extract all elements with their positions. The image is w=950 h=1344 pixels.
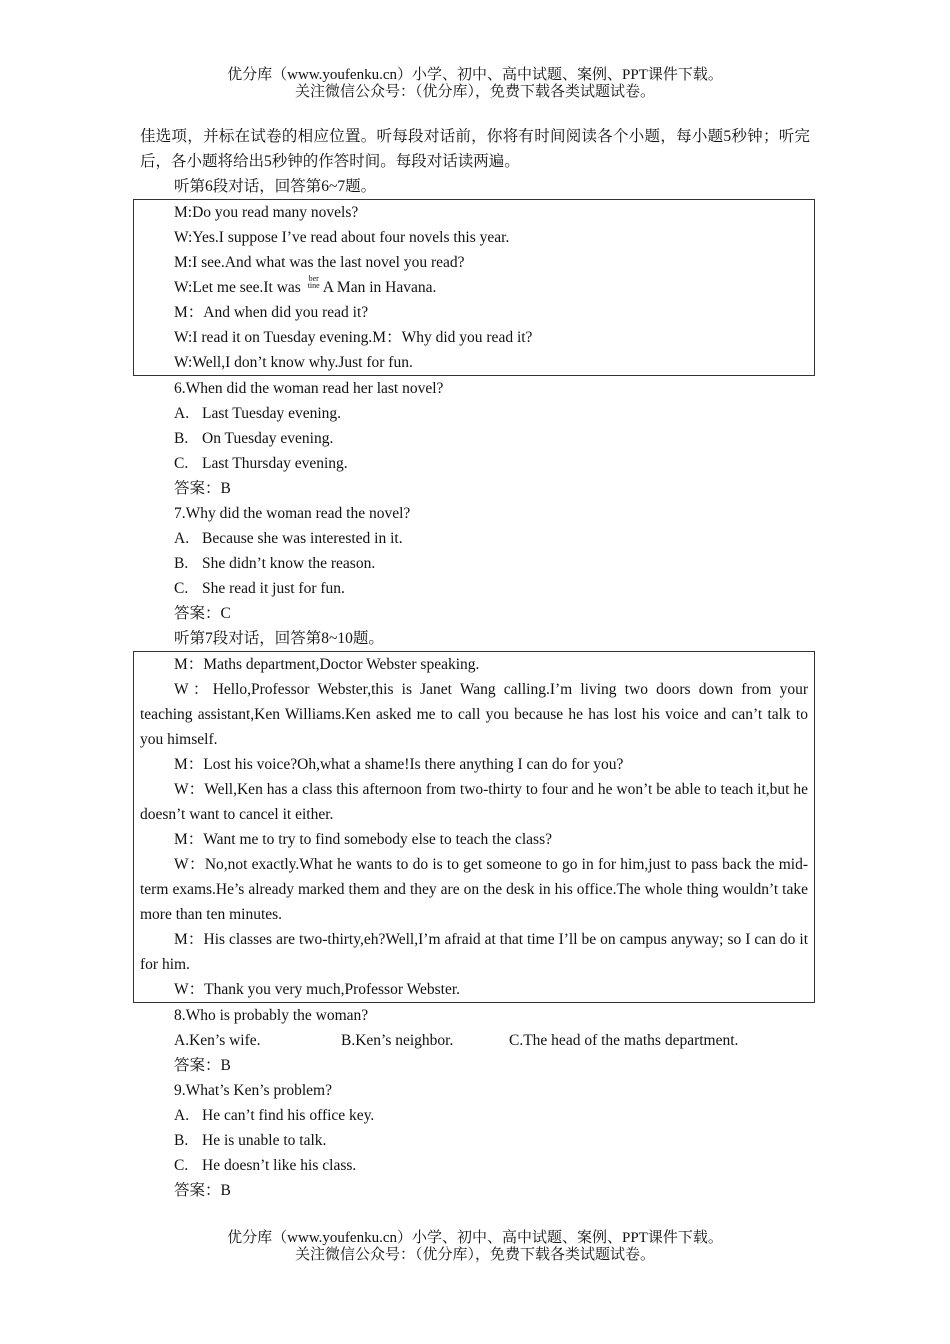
option-text: Last Thursday evening. (202, 455, 348, 472)
dialogue-box-7 (133, 651, 815, 1003)
answer-6: 答案：B (174, 480, 231, 497)
question-8: 8.Who is probably the woman? (174, 1007, 369, 1024)
option-a (140, 401, 810, 426)
option-a (140, 526, 810, 551)
question-6: 6.When did the woman read her last novel? (174, 380, 444, 397)
footer-line-2: 关注微信公众号：（优分库），免费下载各类试题试卷。 (294, 1247, 655, 1263)
option-text: On Tuesday evening. (202, 430, 334, 447)
option-a (140, 1103, 810, 1128)
dialogue-line: W：Thank you very much,Professor Webster. (174, 981, 461, 998)
option-b (140, 1128, 810, 1153)
dialogue-line: M:I see.And what was the last novel you read? (174, 254, 465, 271)
option-letter: C. (174, 580, 189, 597)
dialogue-line: M：Maths department,Doctor Webster speaking. (174, 656, 480, 673)
novel-title: A Man in Havana. (322, 279, 437, 296)
garbled-top: ber (308, 274, 319, 283)
option-letter: A. (174, 405, 190, 422)
option-letter: A. (174, 1107, 190, 1124)
dialogue-line: M：And when did you read it? (174, 304, 369, 321)
header-line-1: 优分库（www.youfenku.cn）小学、初中、高中试题、案例、PPT课件下载。 (227, 67, 723, 83)
answer-7: 答案：C (174, 605, 231, 622)
section-6-title: 听第6段对话，回答第6~7题。 (174, 178, 377, 195)
option-letter: A. (174, 530, 190, 547)
option-text: Because she was interested in it. (202, 530, 403, 547)
dialogue-line: M:Do you read many novels? (174, 204, 359, 221)
option-c (140, 1153, 810, 1178)
option-c (140, 576, 810, 601)
option-text: She read it just for fun. (202, 580, 345, 597)
option-letter: B. (174, 1132, 189, 1149)
document-body (140, 124, 810, 1203)
option-b: B.Ken’s neighbor. (341, 1032, 454, 1049)
instructions-paragraph: 佳选项，并标在试卷的相应位置。听每段对话前，你将有时间阅读各个小题，每小题5秒钟；听完后，各小题将给出5秒钟的作答时间。每段对话读两遍。 (140, 128, 810, 170)
dialogue-line: M：His classes are two-thirty,eh?Well,I’m afraid at that time I’ll be on campus anyway; so I can do it for him. (140, 931, 808, 973)
option-letter: B. (174, 555, 189, 572)
garbled-bottom: tine (307, 281, 320, 290)
question-9: 9.What’s Ken’s problem? (174, 1082, 332, 1099)
section-7-title: 听第7段对话，回答第8~10题。 (174, 630, 384, 647)
option-text: Last Tuesday evening. (202, 405, 342, 422)
option-text: He doesn’t like his class. (202, 1157, 357, 1174)
garbled-title-glyph (305, 275, 323, 289)
option-letter: C. (174, 1157, 189, 1174)
dialogue-line (140, 275, 814, 300)
dialogue-line: M：Lost his voice?Oh,what a shame!Is there anything I can do for you? (174, 756, 624, 773)
dialogue-line: W：No,not exactly.What he wants to do is to get someone to go in for him,just to pass back the mid-term exams.He’s already marked them and they are on the desk in his office.The whole thing wouldn’t take more than ten minutes. (140, 856, 808, 923)
answer-8: 答案：B (174, 1057, 231, 1074)
option-letter: B. (174, 430, 189, 447)
dialogue-line: W:Well,I don’t know why.Just for fun. (174, 354, 413, 371)
option-c: C.The head of the maths department. (509, 1032, 739, 1049)
answer-9: 答案：B (174, 1182, 231, 1199)
dialogue-text: W:Let me see.It was (174, 279, 305, 296)
option-text: He can’t find his office key. (202, 1107, 375, 1124)
page-footer (0, 1230, 950, 1264)
header-line-2: 关注微信公众号：（优分库），免费下载各类试题试卷。 (294, 84, 655, 100)
dialogue-box-6 (133, 199, 815, 376)
dialogue-line: M：Want me to try to find somebody else to teach the class? (174, 831, 552, 848)
option-c (140, 451, 810, 476)
dialogue-line: W:I read it on Tuesday evening.M：Why did you read it? (174, 329, 533, 346)
dialogue-line: W:Yes.I suppose I’ve read about four novels this year. (174, 229, 510, 246)
dialogue-line: W：Hello,Professor Webster,this is Janet Wang calling.I’m living two doors down from your teaching assistant,Ken Williams.Ken asked me to call you because he has lost his voice and can’t talk to you himself. (140, 681, 808, 748)
dialogue-line: W：Well,Ken has a class this afternoon from two-thirty to four and he won’t be able to teach it,but he doesn’t want to cancel it either. (140, 781, 808, 823)
footer-line-1: 优分库（www.youfenku.cn）小学、初中、高中试题、案例、PPT课件下载。 (227, 1230, 723, 1246)
option-b (140, 426, 810, 451)
option-text: He is unable to talk. (202, 1132, 327, 1149)
question-7: 7.Why did the woman read the novel? (174, 505, 411, 522)
option-a: A.Ken’s wife. (174, 1032, 261, 1049)
page-header (0, 67, 950, 101)
options-row-8 (140, 1028, 810, 1053)
option-b (140, 551, 810, 576)
option-letter: C. (174, 455, 189, 472)
option-text: She didn’t know the reason. (202, 555, 376, 572)
